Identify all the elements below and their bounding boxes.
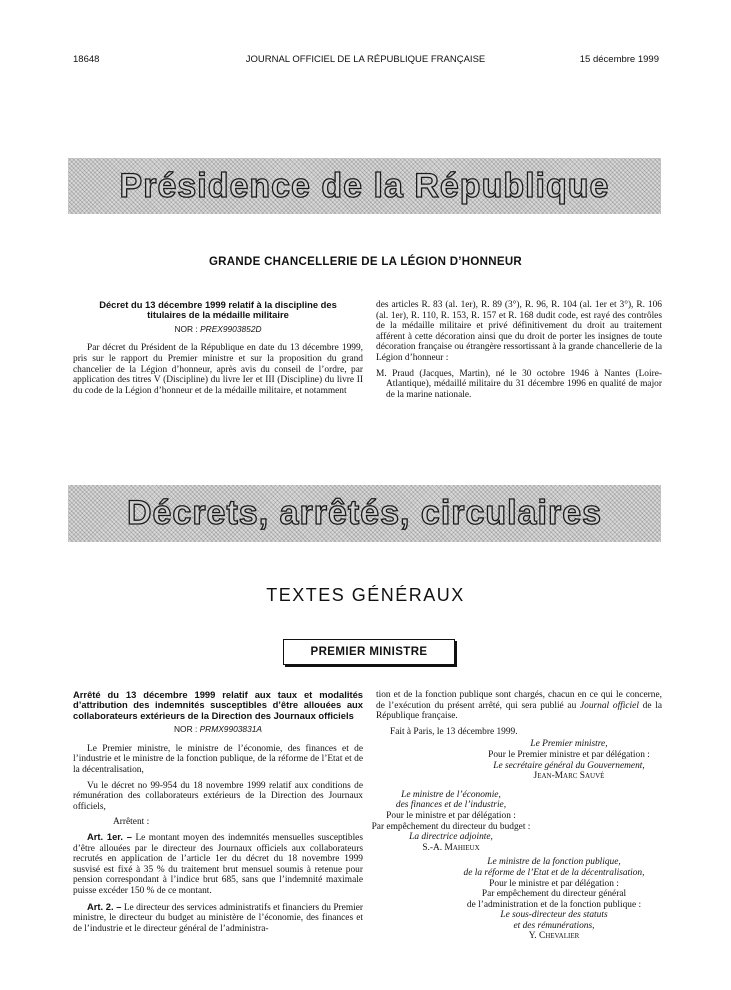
sig-delegation: Pour le Premier ministre et par délégation : [488,749,650,760]
sig-function: La directrice adjointe, [409,832,493,843]
decret-nor: NOR : PREX9903852D [174,323,262,334]
arrete-right-column [371,690,662,942]
sig-delegation: Pour le ministre et par délégation : [489,878,619,889]
section-banner-presidence [68,158,661,214]
section-heading-textes: TEXTES GÉNÉRAUX [266,585,465,605]
page-number: 18648 [73,54,100,65]
banner-title: Présidence de la République [119,166,610,205]
sig-empechement: Par empêchement du directeur général [481,889,627,900]
arrete-left-column [73,690,363,939]
decret-beneficiary: M. Praud (Jacques, Martin), né le 30 octobre 1946 à Nantes (Loire-Atlantique), médaillé militaire du 31 décembre 1996 en qualité de major de la marine nationale. [376,368,662,400]
section-heading-legion: GRANDE CHANCELLERIE DE LA LÉGION D’HONNEUR [208,256,523,268]
arrete-preamble: Le Premier ministre, le ministre de l’économie, des finances et de l’industrie et le ministre de la fonction publique, de la réforme de l’Etat et de la décentralisation, [73,743,363,775]
arrete-nor: NOR : PRMX9903831A [174,724,262,735]
sig-title: Le Premier ministre, [530,739,608,750]
arrete-arretent: Arrêtent : [113,817,150,828]
sig-function: Le sous-directeur des statuts [500,910,608,921]
sig-empechement: de l’administration et de la fonction publique : [466,899,642,910]
decret-left-column [73,300,363,401]
signature-block-fonction-publique [376,857,662,942]
signature-block-premier-ministre [376,739,662,781]
sig-delegation: Pour le ministre et par délégation : [386,810,516,821]
arrete-article-2-cont: tion et de la fonction publique sont chargés, chacun en ce qui le concerne, de l’exécution du présent arrêté, qui sera publié au Journal officiel de la République française. [376,690,662,722]
decret-title: Décret du 13 décembre 1999 relatif à la discipline des titulaires de la médaille militaire [99,299,337,321]
issue-date: 15 décembre 1999 [579,54,659,65]
section-banner-decrets [68,485,661,542]
arrete-fait: Fait à Paris, le 13 décembre 1999. [390,726,518,737]
arrete-visa: Vu le décret no 99-954 du 18 novembre 1999 relatif aux conditions de rémunération des collaborateurs extérieurs de la Direction des Journaux officiels, [73,780,363,812]
decret-paragraph: Par décret du Président de la République en date du 13 décembre 1999, pris sur le rapport du Premier ministre et sur la proposition du grand chancelier de la Légion d’honneur, après avis du conseil de l’ordre, par application des titres V (Discipline) du livre Ier et III (Discipline) du livre II du code de la Légion d’honneur et de la médaille militaire, et notamment [73,343,363,396]
sig-function: Le secrétaire général du Gouvernement, [493,760,645,771]
sig-name: Jean-Marc Sauvé [533,771,605,782]
sig-title: des finances et de l’industrie, [395,800,507,811]
arrete-title: Arrêté du 13 décembre 1999 relatif aux taux et modalités d’attribution des indemnités susceptibles d’être allouées aux collaborateurs extérieurs de la Direction des Journaux officiels [73,689,363,721]
sig-title: Le ministre de la fonction publique, [487,857,621,868]
sig-title: de la réforme de l’Etat et de la décentralisation, [463,867,645,878]
banner-title: Décrets, arrêtés, circulaires [126,494,603,532]
decret-right-column [376,300,662,405]
sig-name: Y. Chevalier [528,931,580,942]
arrete-article-2: Art. 2. – Le directeur des services administratifs et financiers du Premier ministre, le directeur du budget au ministère de l’économie, des finances et de l’industrie et le directeur général de l’administra- [73,900,363,934]
signature-block-economie [366,790,536,854]
ministry-label: PREMIER MINISTRE [310,646,428,658]
sig-function: et des rémunérations, [513,920,595,931]
ministry-box [283,639,455,665]
sig-empechement: Par empêchement du directeur du budget : [371,821,531,832]
journal-title: JOURNAL OFFICIEL DE LA RÉPUBLIQUE FRANÇAISE [245,54,486,65]
decret-paragraph-cont: des articles R. 83 (al. 1er), R. 89 (3°), R. 96, R. 104 (al. 1er et 3°), R. 106 (al. 1er), R. 110, R. 153, R. 157 et R. 168 dudit code, est rayé des contrôles de la médaille militaire et privé définitivement du droit au traitement afférent à cette décoration ainsi que du droit de porter les insignes de toute décoration française ou étrangère ressortissant à la grande chancellerie de la Légion d’honneur : [376,300,662,363]
sig-title: Le ministre de l’économie, [401,789,501,800]
sig-name: S.-A. Mahieux [422,842,480,853]
arrete-article-1: Art. 1er. – Le montant moyen des indemnités mensuelles susceptibles d’être allouées par le directeur des Journaux officiels aux collaborateurs recrutés en application de l’article 1er du décret du 18 novembre 1999 susvisé est fixé à 35 % du traitement brut mensuel soumis à retenue pour pension correspondant à l’indice brut 685, sans que l’indemnité maximale puisse excéder 150 % de ce montant. [73,830,363,896]
